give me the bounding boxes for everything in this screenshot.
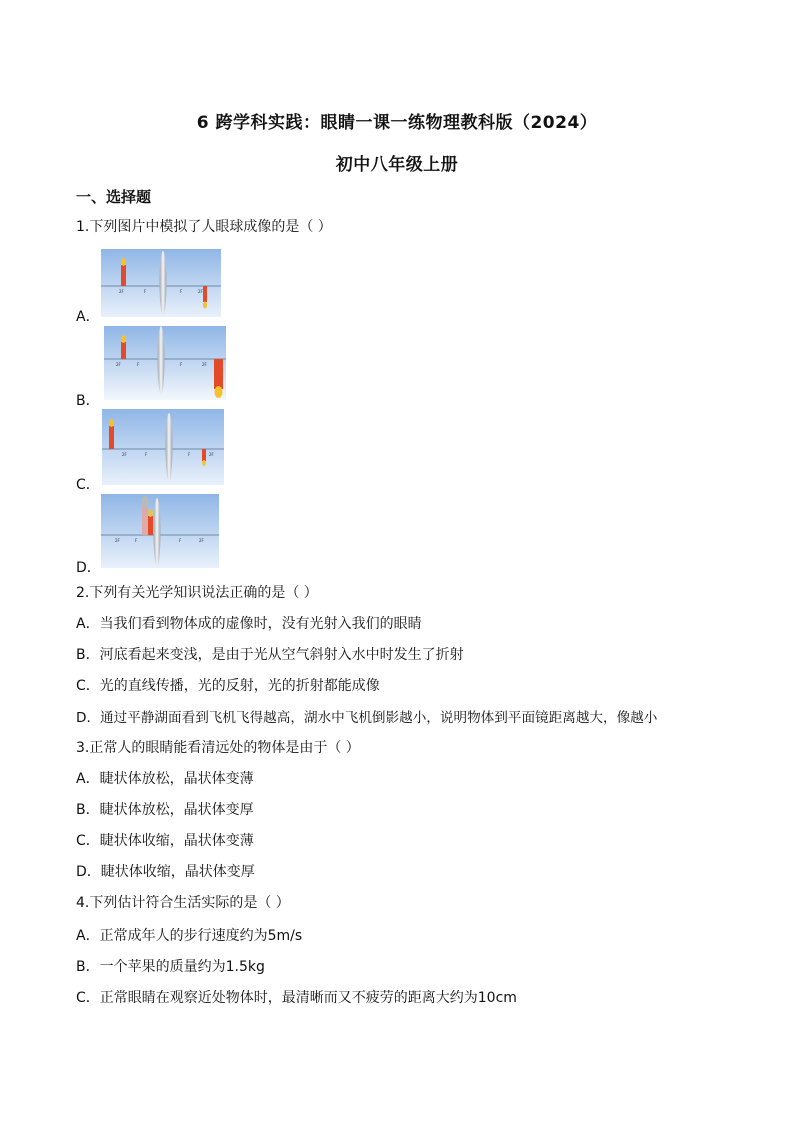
question-2-option-a: A．当我们看到物体成的虚像时，没有光射入我们的眼睛 [76, 616, 422, 632]
lens-diagram-d [101, 494, 219, 568]
question-1-option-a-label: A． [76, 309, 100, 325]
question-3-option-a: A．睫状体放松，晶状体变薄 [76, 771, 254, 787]
lens-diagram-b [104, 326, 226, 400]
question-1-option-d-label: D． [76, 560, 101, 576]
axis-label-f: F [144, 289, 147, 294]
axis-label-f: F [188, 452, 191, 457]
axis-label-2f: 2F [122, 452, 127, 457]
axis-label-2f: 2F [199, 538, 204, 543]
question-2-stem: 2.下列有关光学知识说法正确的是（ ） [76, 585, 318, 601]
question-1-option-c-label: C． [76, 477, 100, 493]
question-2-option-d: D．通过平静湖面看到飞机飞得越高，湖水中飞机倒影越小，说明物体到平面镜距离越大，像越小 [76, 710, 658, 726]
question-1-stem: 1.下列图片中模拟了人眼球成像的是（ ） [76, 219, 332, 235]
axis-label-f: F [180, 289, 183, 294]
axis-label-2f: 2F [119, 289, 124, 294]
lens-diagram-a [101, 249, 221, 317]
section-heading: 一、选择题 [76, 188, 152, 206]
document-subtitle: 初中八年级上册 [335, 155, 459, 175]
question-2-option-c: C．光的直线传播，光的反射，光的折射都能成像 [76, 678, 380, 694]
question-4-stem: 4.下列估计符合生活实际的是（ ） [76, 895, 290, 911]
axis-label-f: F [137, 362, 140, 367]
axis-label-2f: 2F [198, 289, 203, 294]
question-3-stem: 3.正常人的眼睛能看清远处的物体是由于（ ） [76, 740, 360, 756]
lens-diagram-c [102, 409, 224, 485]
question-3-option-b: B．睫状体放松，晶状体变厚 [76, 802, 254, 818]
axis-label-f: F [145, 452, 148, 457]
question-4-option-b: B．一个苹果的质量约为1.5kg [76, 959, 265, 975]
axis-label-2f: 2F [115, 538, 120, 543]
question-4-option-c: C．正常眼睛在观察近处物体时，最清晰而又不疲劳的距离大约为10cm [76, 990, 517, 1006]
axis-label-f: F [180, 362, 183, 367]
document-title: 6 跨学科实践：眼睛一课一练物理教科版（2024） [196, 113, 598, 133]
axis-label-f: F [179, 538, 182, 543]
axis-label-2f: 2F [202, 362, 207, 367]
question-1-option-b-label: B． [76, 393, 100, 409]
question-4-option-a: A．正常成年人的步行速度约为5m/s [76, 928, 303, 944]
question-3-option-c: C．睫状体收缩，晶状体变薄 [76, 833, 254, 849]
question-2-option-b: B．河底看起来变浅，是由于光从空气斜射入水中时发生了折射 [76, 647, 464, 663]
axis-label-f: F [135, 538, 138, 543]
axis-label-2f: 2F [116, 362, 121, 367]
axis-label-2f: 2F [209, 452, 214, 457]
question-3-option-d: D．睫状体收缩，晶状体变厚 [76, 864, 255, 880]
